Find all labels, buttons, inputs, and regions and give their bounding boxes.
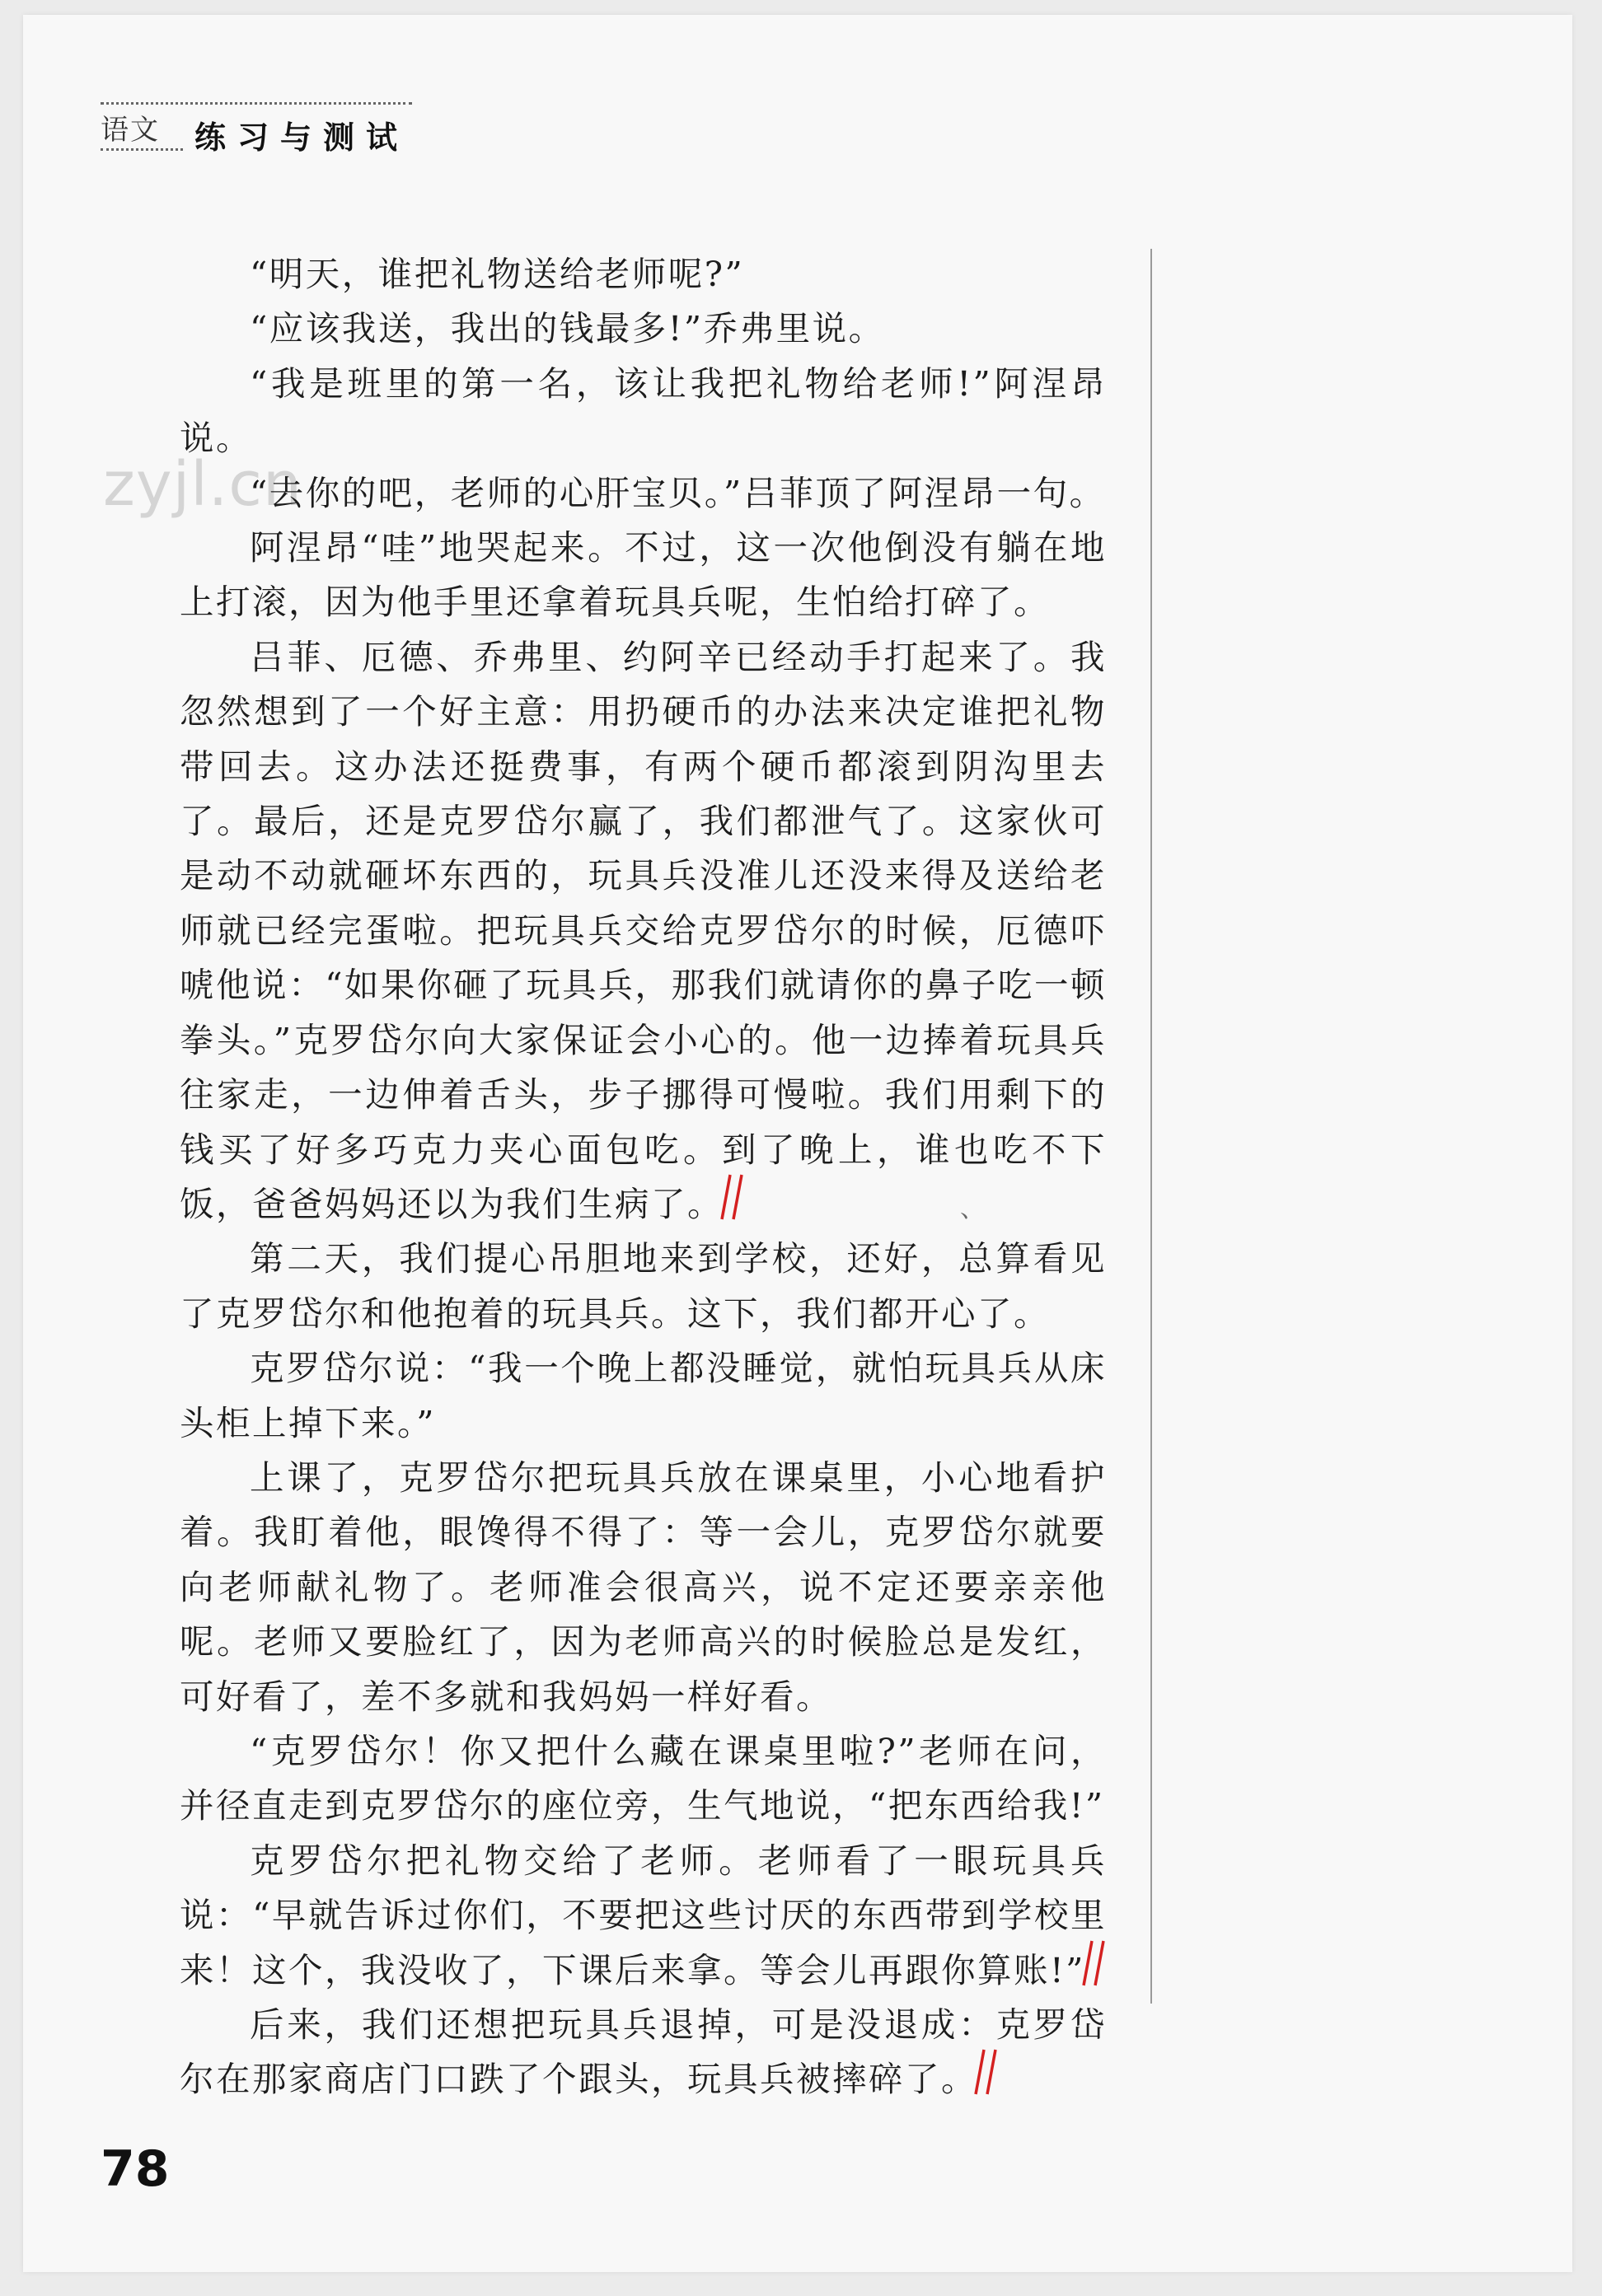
header-series-title: 练习与测试 bbox=[194, 119, 410, 156]
paragraph-with-mark bbox=[180, 630, 1107, 1232]
paragraph-text: 后来，我们还想把玩具兵退掉，可是没退成：克罗岱尔在那家商店门口跌了个跟头，玩具兵被摔碎了。 bbox=[180, 2004, 1107, 2100]
paragraph: 阿涅昂“哇”地哭起来。不过，这一次他倒没有躺在地上打滚，因为他手里还拿着玩具兵呢，生怕给打碎了。 bbox=[180, 527, 1107, 623]
paragraph: “克罗岱尔！你又把什么藏在课桌里啦?”老师在问，并径直走到克罗岱尔的座位旁，生气地说，“把东西给我!” bbox=[180, 1730, 1107, 1826]
paragraph: “去你的吧，老师的心肝宝贝。”吕菲顶了阿涅昂一句。 bbox=[250, 472, 1106, 513]
paragraph: “明天，谁把礼物送给老师呢?” bbox=[250, 254, 745, 294]
header-dotted-rule bbox=[101, 102, 412, 105]
header-dotted-rule-lower bbox=[101, 148, 183, 151]
paragraph: 克罗岱尔说：“我一个晚上都没睡觉，就怕玩具兵从床头柜上掉下来。” bbox=[180, 1348, 1107, 1443]
body-text bbox=[180, 247, 1107, 2107]
paragraph: 上课了，克罗岱尔把玩具兵放在课桌里，小心地看护着。我盯着他，眼馋得不得了：等一会儿，克罗岱尔就要向老师献礼物了。老师准会很高兴，说不定还要亲亲他呢。老师又要脸红了，因为老师高兴的时候脸总是发红，可好看了，差不多就和我妈妈一样好看。 bbox=[180, 1457, 1107, 1717]
stray-mark: 、 bbox=[960, 1195, 985, 1223]
header-subject: 语文 bbox=[101, 114, 160, 147]
page-number: 78 bbox=[101, 2140, 170, 2198]
paragraph-text: 克罗岱尔把礼物交给了老师。老师看了一眼玩具兵说：“早就告诉过你们，不要把这些讨厌的东西带到学校里来！这个，我没收了，下课后来拿。等会儿再跟你算账!” bbox=[180, 1840, 1107, 1990]
paragraph: “我是班里的第一名，该让我把礼物给老师!”阿涅昂说。 bbox=[180, 362, 1107, 459]
paragraph: 第二天，我们提心吊胆地来到学校，还好，总算看见了克罗岱尔和他抱着的玩具兵。这下，我们都开心了。 bbox=[180, 1238, 1107, 1334]
paragraph-with-mark bbox=[180, 1998, 1107, 2107]
paragraph: “应该我送，我出的钱最多!”乔弗里说。 bbox=[250, 308, 885, 349]
watermark: zyjl.cn bbox=[103, 449, 302, 520]
margin-rule bbox=[1150, 249, 1152, 2004]
paragraph-with-mark bbox=[180, 1834, 1107, 1998]
paragraph-text: 吕菲、厄德、乔弗里、约阿辛已经动手打起来了。我忽然想到了一个好主意：用扔硬币的办法来决定谁把礼物带回去。这办法还挺费事，有两个硬币都滚到阴沟里去了。最后，还是克罗岱尔赢了，我们都泄气了。这家伙可是动不动就砸坏东西的，玩具兵没准儿还没来得及送给老师就已经完蛋啦。把玩具兵交给克罗岱尔的时候，厄德吓唬他说：“如果你砸了玩具兵，那我们就请你的鼻子吃一顿拳头。”克罗岱尔向大家保证会小心的。他一边捧着玩具兵往家走，一边伸着舌头，步子挪得可慢啦。我们用剩下的钱买了好多巧克力夹心面包吃。到了晚上，谁也吃不下饭，爸爸妈妈还以为我们生病了。 bbox=[180, 636, 1107, 1224]
